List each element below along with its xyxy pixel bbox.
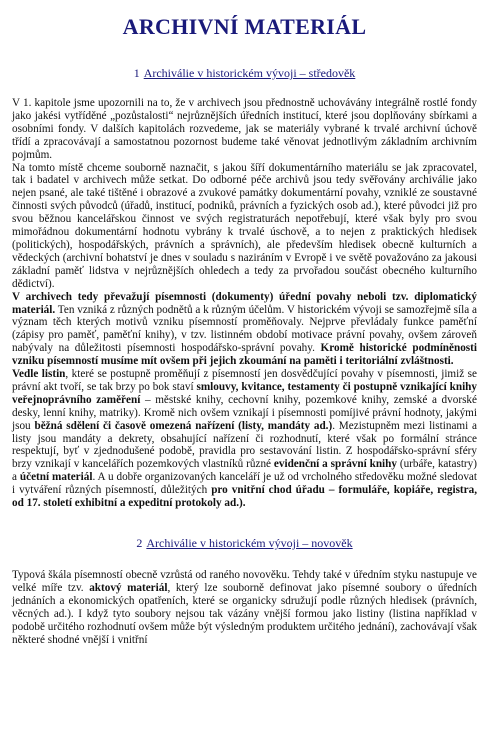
text-run: V 1. kapitole jsme upozornili na to, že v archivech jsou přednostně uchovávány integrálně rostlé fondy jako jakési vytříděné „pozůstalosti“ nejrůznějších úředních institucí, které jsou doplňovány sbírkami a osobními fondy. V dalších kapitolách rozvedeme, jak se materiály vybrané k trvalé archivní úchově třídí a zpracovávají a samostatnou pozornost budeme také věnovat jednotlivým základním archivním pojmům. [12, 97, 477, 161]
document-title: ARCHIVNÍ MATERIÁL [122, 14, 367, 39]
paragraph [12, 162, 477, 291]
text-run: . Mezistupněm mezi listinami a listy jsou mandáty a dekrety, obsahující nařízení či rozhodnutí, které však po formální stránce respektují, byť v zjednodušené podobě, pravidla pro sestavování listin. Z hospodářsko-správní sféry brzy vznikají v kancelářích pozemkových vlastníků různé [12, 419, 478, 471]
section-2-heading [12, 536, 477, 551]
section-2-number: 2 [136, 536, 143, 550]
section-2-body [12, 569, 477, 646]
text-run: – městské knihy, cechovní knihy, pozemkové knihy, zemské a dvorské desky, lenní knihy, matriky). Kromě nich ovšem vznikají i písemnosti pomíjivé právní hodnoty, jakými jsou [12, 393, 477, 432]
text-run: (urbáře, katastry) a [12, 458, 477, 484]
section-1-number: 1 [133, 66, 140, 80]
bold-text-run: Kromě historické podmíněnosti vzniku písemností musíme mít ovšem při jejich zkoumání na paměti i teritoriální zvláštnosti. [12, 342, 477, 368]
text-run: , který lze souborně definovat jako písemné soubory o úředních jednáních a ekonomických opatřeních, které se organicky sdružují podle různých hledisek (právních, věcných ad.). I když tyto soubory nejsou tak vázány vnější formou jako listiny (listina například v podobě určitého rozhodnutí ovšem může být výsledným produktem určitého jednání), zachovávají však některé shodné vnější i vnitřní [12, 581, 478, 646]
text-run: . A u dobře organizovaných kanceláří je už od vrcholného středověku možné sledovat i vytváření různých písemností, důležitých [12, 471, 477, 497]
bold-text-run: smlouvy, kvitance, testamenty či postupně vznikající knihy veřejnoprávního zaměření [12, 380, 477, 406]
section-2-heading-text: Archiválie v historickém vývoji – novověk [146, 536, 353, 550]
bold-text-run: V archivech tedy převažují písemnosti (dokumenty) úřední povahy neboli tzv. diplomatický materiál. [12, 290, 477, 316]
paragraph [12, 291, 477, 368]
bold-text-run: aktový materiál [89, 581, 168, 594]
section-1-heading-text: Archiválie v historickém vývoji – středověk [143, 66, 356, 80]
paragraph [12, 368, 477, 510]
text-run: Na tomto místě chceme souborně naznačit, s jakou šíří dokumentárního materiálu se jak zpracovatel, tak i badatel v archivech může setkat. Do odborné péče archivů jsou tedy svěřovány archiválie jako nejen psané, ale také tištěné i obrazové a zvukové památky dokumentární povahy, vzniklé ze soustavné činnosti svých původců (úřadů, institucí, podniků, právních a fyzických osob ad.), které původci již pro svou běžnou kancelářskou činnost ve svých registraturách nepotřebují, které však byly pro svou mimořádnou dokumentární hodnotu vybrány k trvalé úschově, a to nejen z praktických hledisek (politických), hospodářských, právních a správních), ale především hledisek obecně kulturních a vědeckých (archivní bohatství je dnes v souladu s naziráním v Evropě i ve světě považováno za jakousi základní paměť lidstva v nejrůznějších ohledech a tedy za prvořadou součást obecného kulturního dědictví). [12, 161, 477, 290]
bold-text-run: evidenční a správní knihy [273, 458, 397, 471]
text-run: , které se postupně proměňují z písemností jen dosvědčující povahy v písemnosti, jimiž se právní akt tvoří, se tak brzy po bok staví [12, 368, 477, 393]
bold-text-run: účetní materiál [19, 471, 93, 484]
paragraph [12, 569, 477, 646]
text-run: Typová škála písemností obecně vzrůstá od raného novověku. Tehdy také v úředním styku nastupuje ve velké míře tzv. [12, 569, 477, 594]
section-1-body [12, 97, 477, 510]
bold-text-run: běžná sdělení či časově omezená nařízení (listy, mandáty ad.) [34, 419, 333, 432]
paragraph [12, 97, 477, 162]
bold-text-run: pro vnitřní chod úřadu – formuláře, kopiáře, registra, od 17. století exhibitní a expeditní protokoly ad.). [12, 484, 478, 510]
section-1-heading [12, 66, 477, 81]
text-run: Ten vzniká z různých podnětů a k různým účelům. V historickém vývoji se samozřejmě síla a význam těch kterých motivů vzniku písemností proměňovaly. Nejprve převládaly funkce paměťní (zápisy pro paměť, paměťní knihy), v tzv. listinném období motivace právní povahy, ovšem zároveň nabývaly na důležitosti písemnosti hospodářsko-správní povahy. [12, 303, 477, 355]
bold-text-run: Vedle listin [12, 368, 66, 381]
